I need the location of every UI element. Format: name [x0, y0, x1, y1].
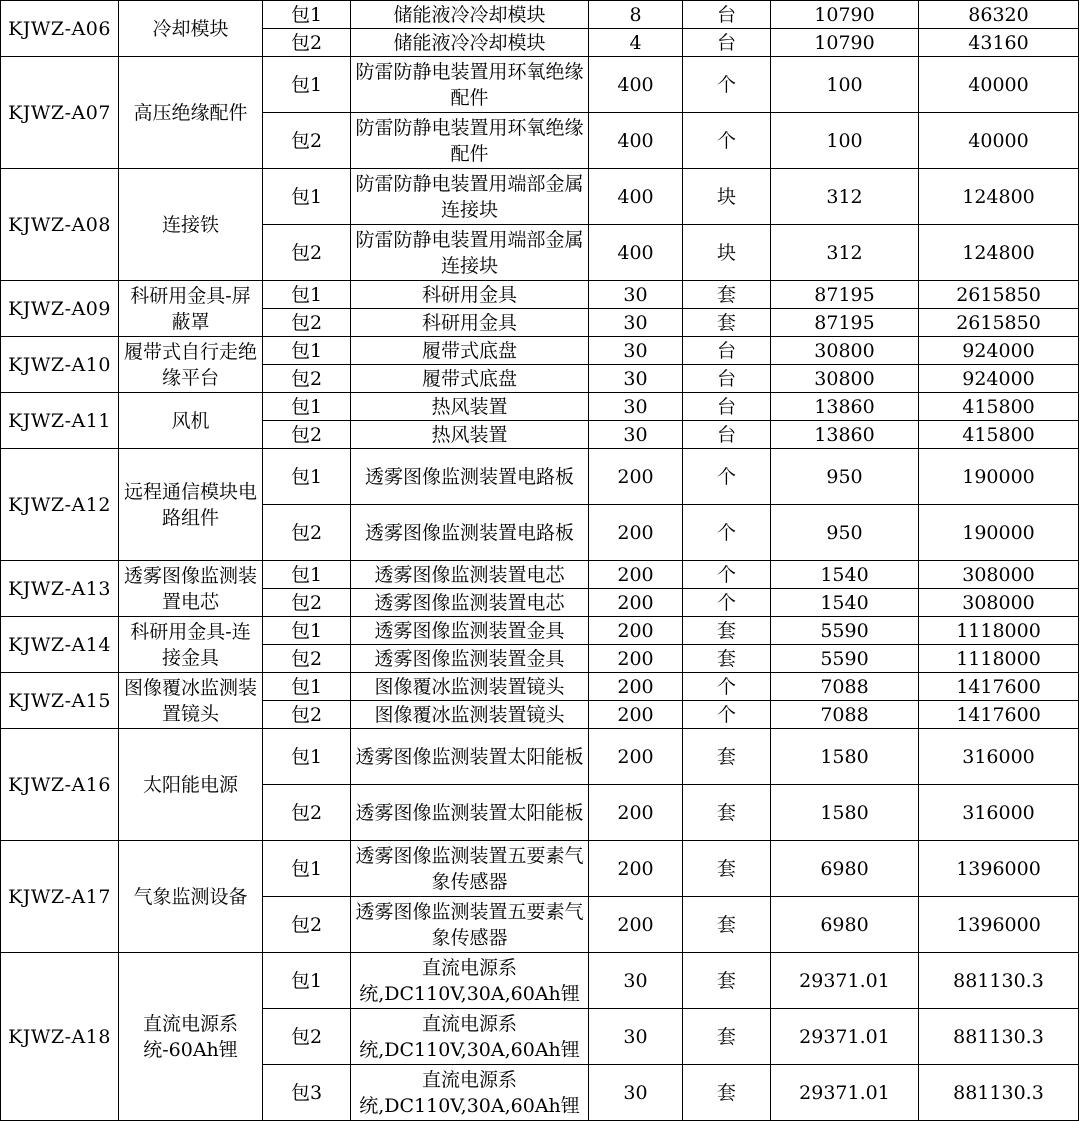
unit-price-cell: 1580 — [771, 785, 919, 841]
description-cell: 热风装置 — [351, 393, 589, 421]
unit-price-cell: 6980 — [771, 841, 919, 897]
table-row — [1, 561, 1079, 589]
description-cell: 储能液冷冷却模块 — [351, 1, 589, 29]
quantity-cell: 200 — [589, 841, 683, 897]
quantity-cell: 200 — [589, 897, 683, 953]
quantity-cell: 30 — [589, 309, 683, 337]
item-name-cell: 科研用金具-屏蔽罩 — [119, 281, 263, 337]
unit-cell: 个 — [683, 57, 771, 113]
package-cell: 包1 — [263, 673, 351, 701]
quantity-cell: 200 — [589, 673, 683, 701]
total-price-cell: 415800 — [919, 393, 1079, 421]
package-cell: 包2 — [263, 897, 351, 953]
quantity-cell: 30 — [589, 1009, 683, 1065]
total-price-cell: 1396000 — [919, 841, 1079, 897]
table-row — [1, 841, 1079, 897]
unit-cell: 个 — [683, 505, 771, 561]
package-cell: 包1 — [263, 393, 351, 421]
unit-cell: 套 — [683, 281, 771, 309]
unit-cell: 套 — [683, 1009, 771, 1065]
unit-price-cell: 5590 — [771, 645, 919, 673]
package-cell: 包2 — [263, 113, 351, 169]
total-price-cell: 40000 — [919, 57, 1079, 113]
unit-cell: 套 — [683, 897, 771, 953]
item-name-cell: 直流电源系统-60Ah锂 — [119, 953, 263, 1121]
package-cell: 包2 — [263, 505, 351, 561]
description-cell: 直流电源系统,DC110V,30A,60Ah锂 — [351, 1009, 589, 1065]
unit-cell: 台 — [683, 421, 771, 449]
description-cell: 科研用金具 — [351, 281, 589, 309]
description-cell: 透雾图像监测装置电路板 — [351, 449, 589, 505]
unit-price-cell: 7088 — [771, 673, 919, 701]
item-code-cell: KJWZ-A10 — [1, 337, 119, 393]
unit-cell: 套 — [683, 645, 771, 673]
package-cell: 包1 — [263, 561, 351, 589]
unit-cell: 台 — [683, 1, 771, 29]
unit-price-cell: 6980 — [771, 897, 919, 953]
quantity-cell: 30 — [589, 421, 683, 449]
item-code-cell: KJWZ-A17 — [1, 841, 119, 953]
description-cell: 透雾图像监测装置电芯 — [351, 561, 589, 589]
package-cell: 包1 — [263, 57, 351, 113]
package-cell: 包2 — [263, 785, 351, 841]
table-row — [1, 617, 1079, 645]
package-cell: 包3 — [263, 1065, 351, 1121]
unit-price-cell: 10790 — [771, 1, 919, 29]
description-cell: 透雾图像监测装置五要素气象传感器 — [351, 897, 589, 953]
unit-price-cell: 100 — [771, 113, 919, 169]
quantity-cell: 400 — [589, 169, 683, 225]
quantity-cell: 200 — [589, 449, 683, 505]
package-cell: 包1 — [263, 449, 351, 505]
item-code-cell: KJWZ-A09 — [1, 281, 119, 337]
unit-cell: 套 — [683, 841, 771, 897]
unit-price-cell: 29371.01 — [771, 1065, 919, 1121]
item-code-cell: KJWZ-A12 — [1, 449, 119, 561]
unit-price-cell: 30800 — [771, 337, 919, 365]
unit-price-cell: 950 — [771, 505, 919, 561]
unit-price-cell: 1540 — [771, 561, 919, 589]
unit-price-cell: 13860 — [771, 421, 919, 449]
quantity-cell: 200 — [589, 785, 683, 841]
table-row — [1, 953, 1079, 1009]
unit-cell: 套 — [683, 785, 771, 841]
table-row — [1, 337, 1079, 365]
unit-price-cell: 312 — [771, 169, 919, 225]
item-name-cell: 太阳能电源 — [119, 729, 263, 841]
quantity-cell: 200 — [589, 645, 683, 673]
unit-cell: 个 — [683, 449, 771, 505]
unit-cell: 台 — [683, 337, 771, 365]
unit-cell: 块 — [683, 169, 771, 225]
quantity-cell: 8 — [589, 1, 683, 29]
total-price-cell: 881130.3 — [919, 1009, 1079, 1065]
description-cell: 透雾图像监测装置金具 — [351, 645, 589, 673]
total-price-cell: 1417600 — [919, 673, 1079, 701]
unit-price-cell: 100 — [771, 57, 919, 113]
description-cell: 透雾图像监测装置太阳能板 — [351, 729, 589, 785]
description-cell: 储能液冷冷却模块 — [351, 29, 589, 57]
item-code-cell: KJWZ-A15 — [1, 673, 119, 729]
table-row — [1, 169, 1079, 225]
total-price-cell: 1396000 — [919, 897, 1079, 953]
package-cell: 包1 — [263, 169, 351, 225]
unit-cell: 个 — [683, 589, 771, 617]
table-row — [1, 1, 1079, 29]
description-cell: 透雾图像监测装置电路板 — [351, 505, 589, 561]
quantity-cell: 30 — [589, 393, 683, 421]
total-price-cell: 124800 — [919, 169, 1079, 225]
quantity-cell: 400 — [589, 113, 683, 169]
unit-cell: 个 — [683, 673, 771, 701]
description-cell: 防雷防静电装置用环氧绝缘配件 — [351, 57, 589, 113]
item-name-cell: 连接铁 — [119, 169, 263, 281]
description-cell: 防雷防静电装置用端部金属连接块 — [351, 169, 589, 225]
total-price-cell: 1417600 — [919, 701, 1079, 729]
unit-cell: 个 — [683, 561, 771, 589]
unit-cell: 套 — [683, 729, 771, 785]
quantity-cell: 400 — [589, 225, 683, 281]
quantity-cell: 200 — [589, 701, 683, 729]
unit-price-cell: 87195 — [771, 281, 919, 309]
table-row — [1, 393, 1079, 421]
table-row — [1, 449, 1079, 505]
unit-cell: 套 — [683, 309, 771, 337]
package-cell: 包2 — [263, 225, 351, 281]
description-cell: 防雷防静电装置用端部金属连接块 — [351, 225, 589, 281]
description-cell: 科研用金具 — [351, 309, 589, 337]
package-cell: 包2 — [263, 589, 351, 617]
package-cell: 包1 — [263, 337, 351, 365]
unit-price-cell: 29371.01 — [771, 1009, 919, 1065]
total-price-cell: 190000 — [919, 449, 1079, 505]
item-name-cell: 风机 — [119, 393, 263, 449]
total-price-cell: 308000 — [919, 561, 1079, 589]
quantity-cell: 200 — [589, 505, 683, 561]
item-code-cell: KJWZ-A06 — [1, 1, 119, 57]
quantity-cell: 30 — [589, 365, 683, 393]
description-cell: 履带式底盘 — [351, 365, 589, 393]
package-cell: 包1 — [263, 953, 351, 1009]
description-cell: 透雾图像监测装置电芯 — [351, 589, 589, 617]
total-price-cell: 43160 — [919, 29, 1079, 57]
item-name-cell: 履带式自行走绝缘平台 — [119, 337, 263, 393]
unit-cell: 套 — [683, 1065, 771, 1121]
description-cell: 直流电源系统,DC110V,30A,60Ah锂 — [351, 953, 589, 1009]
item-name-cell: 科研用金具-连接金具 — [119, 617, 263, 673]
item-name-cell: 高压绝缘配件 — [119, 57, 263, 169]
unit-cell: 个 — [683, 701, 771, 729]
total-price-cell: 40000 — [919, 113, 1079, 169]
package-cell: 包1 — [263, 617, 351, 645]
total-price-cell: 924000 — [919, 365, 1079, 393]
unit-price-cell: 10790 — [771, 29, 919, 57]
unit-price-cell: 87195 — [771, 309, 919, 337]
item-code-cell: KJWZ-A18 — [1, 953, 119, 1121]
quantity-cell: 30 — [589, 337, 683, 365]
total-price-cell: 124800 — [919, 225, 1079, 281]
description-cell: 图像覆冰监测装置镜头 — [351, 673, 589, 701]
total-price-cell: 2615850 — [919, 309, 1079, 337]
unit-price-cell: 312 — [771, 225, 919, 281]
package-cell: 包2 — [263, 645, 351, 673]
description-cell: 透雾图像监测装置五要素气象传感器 — [351, 841, 589, 897]
package-cell: 包1 — [263, 281, 351, 309]
item-code-cell: KJWZ-A08 — [1, 169, 119, 281]
package-cell: 包1 — [263, 841, 351, 897]
quantity-cell: 4 — [589, 29, 683, 57]
unit-price-cell: 13860 — [771, 393, 919, 421]
quantity-cell: 400 — [589, 57, 683, 113]
total-price-cell: 415800 — [919, 421, 1079, 449]
total-price-cell: 924000 — [919, 337, 1079, 365]
quantity-cell: 200 — [589, 617, 683, 645]
table-row — [1, 729, 1079, 785]
package-cell: 包1 — [263, 1, 351, 29]
unit-cell: 套 — [683, 617, 771, 645]
table-body — [1, 1, 1079, 1121]
unit-cell: 块 — [683, 225, 771, 281]
quantity-cell: 30 — [589, 1065, 683, 1121]
item-name-cell: 气象监测设备 — [119, 841, 263, 953]
unit-cell: 台 — [683, 365, 771, 393]
package-cell: 包2 — [263, 365, 351, 393]
description-cell: 防雷防静电装置用环氧绝缘配件 — [351, 113, 589, 169]
item-name-cell: 冷却模块 — [119, 1, 263, 57]
package-cell: 包2 — [263, 1009, 351, 1065]
package-cell: 包2 — [263, 309, 351, 337]
unit-cell: 台 — [683, 29, 771, 57]
description-cell: 热风装置 — [351, 421, 589, 449]
item-name-cell: 远程通信模块电路组件 — [119, 449, 263, 561]
item-code-cell: KJWZ-A16 — [1, 729, 119, 841]
quantity-cell: 200 — [589, 589, 683, 617]
item-name-cell: 图像覆冰监测装置镜头 — [119, 673, 263, 729]
quantity-cell: 200 — [589, 729, 683, 785]
table-row — [1, 673, 1079, 701]
package-cell: 包2 — [263, 29, 351, 57]
item-code-cell: KJWZ-A11 — [1, 393, 119, 449]
quantity-cell: 200 — [589, 561, 683, 589]
description-cell: 透雾图像监测装置金具 — [351, 617, 589, 645]
unit-price-cell: 1580 — [771, 729, 919, 785]
unit-cell: 个 — [683, 113, 771, 169]
total-price-cell: 1118000 — [919, 645, 1079, 673]
total-price-cell: 316000 — [919, 785, 1079, 841]
unit-price-cell: 950 — [771, 449, 919, 505]
item-name-cell: 透雾图像监测装置电芯 — [119, 561, 263, 617]
description-cell: 图像覆冰监测装置镜头 — [351, 701, 589, 729]
item-code-cell: KJWZ-A07 — [1, 57, 119, 169]
total-price-cell: 1118000 — [919, 617, 1079, 645]
total-price-cell: 2615850 — [919, 281, 1079, 309]
total-price-cell: 881130.3 — [919, 953, 1079, 1009]
package-cell: 包2 — [263, 701, 351, 729]
unit-cell: 台 — [683, 393, 771, 421]
description-cell: 履带式底盘 — [351, 337, 589, 365]
description-cell: 透雾图像监测装置太阳能板 — [351, 785, 589, 841]
unit-price-cell: 5590 — [771, 617, 919, 645]
total-price-cell: 308000 — [919, 589, 1079, 617]
quantity-cell: 30 — [589, 281, 683, 309]
table-row — [1, 57, 1079, 113]
package-cell: 包2 — [263, 421, 351, 449]
description-cell: 直流电源系统,DC110V,30A,60Ah锂 — [351, 1065, 589, 1121]
item-code-cell: KJWZ-A14 — [1, 617, 119, 673]
unit-price-cell: 7088 — [771, 701, 919, 729]
total-price-cell: 316000 — [919, 729, 1079, 785]
unit-price-cell: 30800 — [771, 365, 919, 393]
table-row — [1, 281, 1079, 309]
total-price-cell: 881130.3 — [919, 1065, 1079, 1121]
unit-price-cell: 1540 — [771, 589, 919, 617]
quantity-cell: 30 — [589, 953, 683, 1009]
item-code-cell: KJWZ-A13 — [1, 561, 119, 617]
total-price-cell: 86320 — [919, 1, 1079, 29]
unit-cell: 套 — [683, 953, 771, 1009]
total-price-cell: 190000 — [919, 505, 1079, 561]
package-cell: 包1 — [263, 729, 351, 785]
unit-price-cell: 29371.01 — [771, 953, 919, 1009]
